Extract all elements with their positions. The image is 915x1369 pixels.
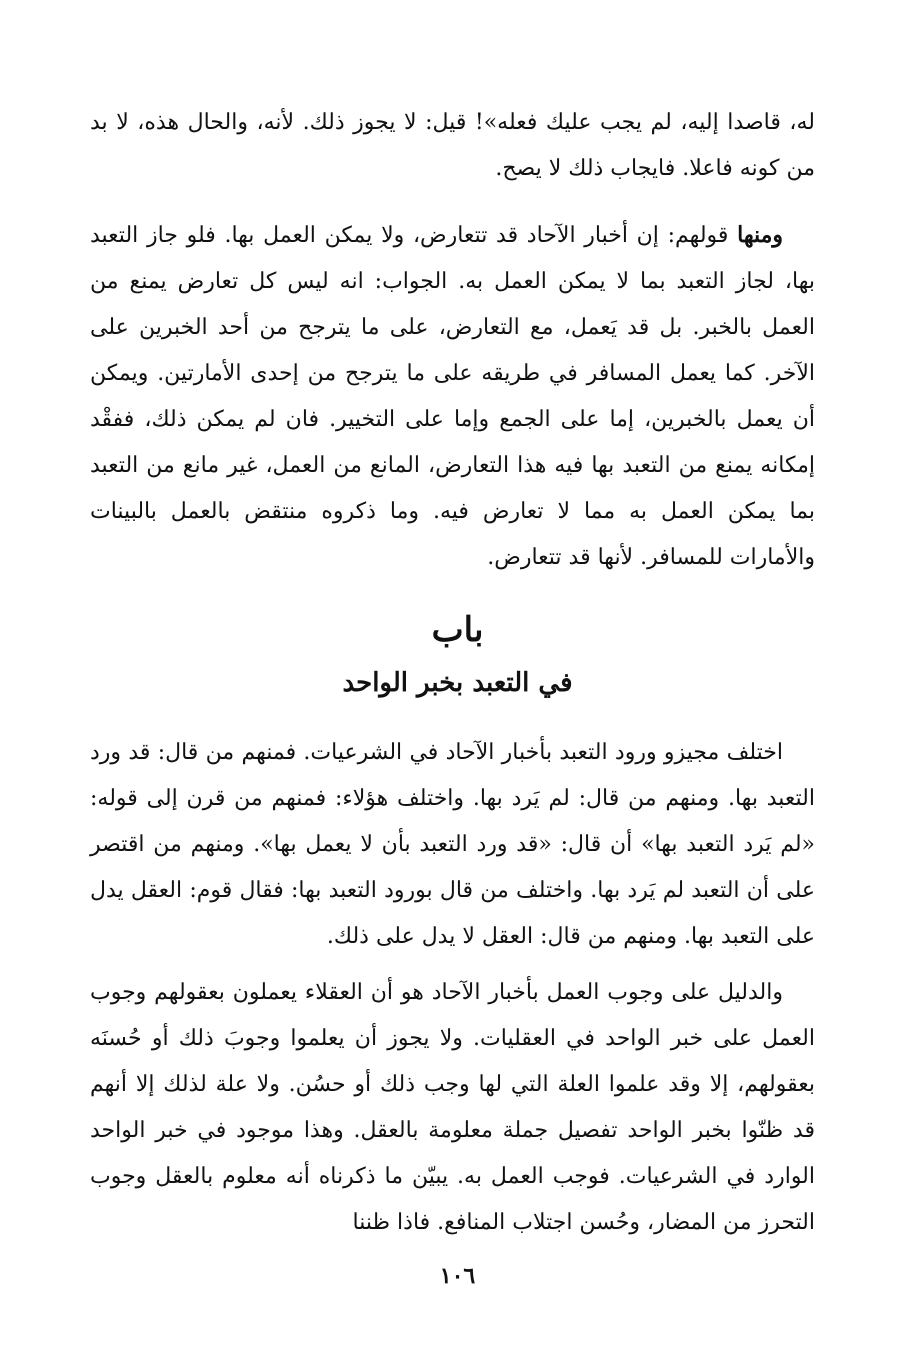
paragraph-continuation [90, 100, 815, 192]
paragraph-text: قولهم: إن أخبار الآحاد قد تتعارض، ولا يمكن العمل بها. فلو جاز التعبد بها، لجاز التعبد بما لا يمكن العمل به. الجواب: انه ليس كل تعارض يمنع من العمل بالخبر. بل قد يَعمل، مع التعارض، على ما يترجح من أحد الخبرين على الآخر. كما يعمل المسافر في طريقه على ما يترجح من إحدى الأمارتين. ويمكن أن يعمل بالخبرين، إما على الجمع وإما على التخيير. فان لم يمكن ذلك، ففقْد إمكانه يمنع من التعبد بها فيه هذا التعارض، المانع من العمل، غير مانع من التعبد بما يمكن العمل به مما لا تعارض فيه. وما ذكروه منتقض بالعمل بالبينات والأمارات للمسافر. لأنها قد تتعارض. [90, 223, 815, 570]
paragraph-text: له، قاصدا إليه، لم يجب عليك فعله»! قيل: لا يجوز ذلك. لأنه، والحال هذه، لا بد من كونه فاعلا. فايجاب ذلك لا يصح. [90, 110, 815, 181]
paragraph-evidence [90, 970, 815, 1246]
paragraph-disagreement [90, 730, 815, 960]
paragraph-lead-word: ومنها [737, 222, 783, 248]
paragraph-objection [90, 212, 815, 581]
paragraph-text: اختلف مجيزو ورود التعبد بأخبار الآحاد في الشرعيات. فمنهم من قال: قد ورد التعبد بها. ومنهم من قال: لم يَرد بها. واختلف هؤلاء: فمنهم من قرن إلى قوله: «لم يَرد التعبد بها» أن قال: «قد ورد التعبد بأن لا يعمل بها». ومنهم من اقتصر على أن التعبد لم يَرد بها. واختلف من قال بورود التعبد بها: فقال قوم: العقل يدل على التعبد بها. ومنهم من قال: العقل لا يدل على ذلك. [90, 740, 815, 949]
chapter-subheading: في التعبد بخبر الواحد [342, 668, 573, 698]
paragraph-text: والدليل على وجوب العمل بأخبار الآحاد هو أن العقلاء يعملون بعقولهم وجوب العمل على خبر الواحد في العقليات. ولا يجوز أن يعلموا وجوبَ ذلك أو حُسنَه بعقولهم، إلا وقد علموا العلة التي لها وجب ذلك أو حسُن. ولا علة لذلك إلا أنهم قد ظنّوا بخبر الواحد تفصيل جملة معلومة بالعقل. وهذا موجود في خبر الواحد الوارد في الشرعيات. فوجب العمل به. يبيّن ما ذكرناه أنه معلوم بالعقل وجوب التحرز من المضار، وحُسن اجتلاب المنافع. فاذا ظننا [90, 980, 815, 1235]
page-number: ١٠٦ [439, 1263, 476, 1289]
chapter-heading: باب [431, 610, 484, 650]
